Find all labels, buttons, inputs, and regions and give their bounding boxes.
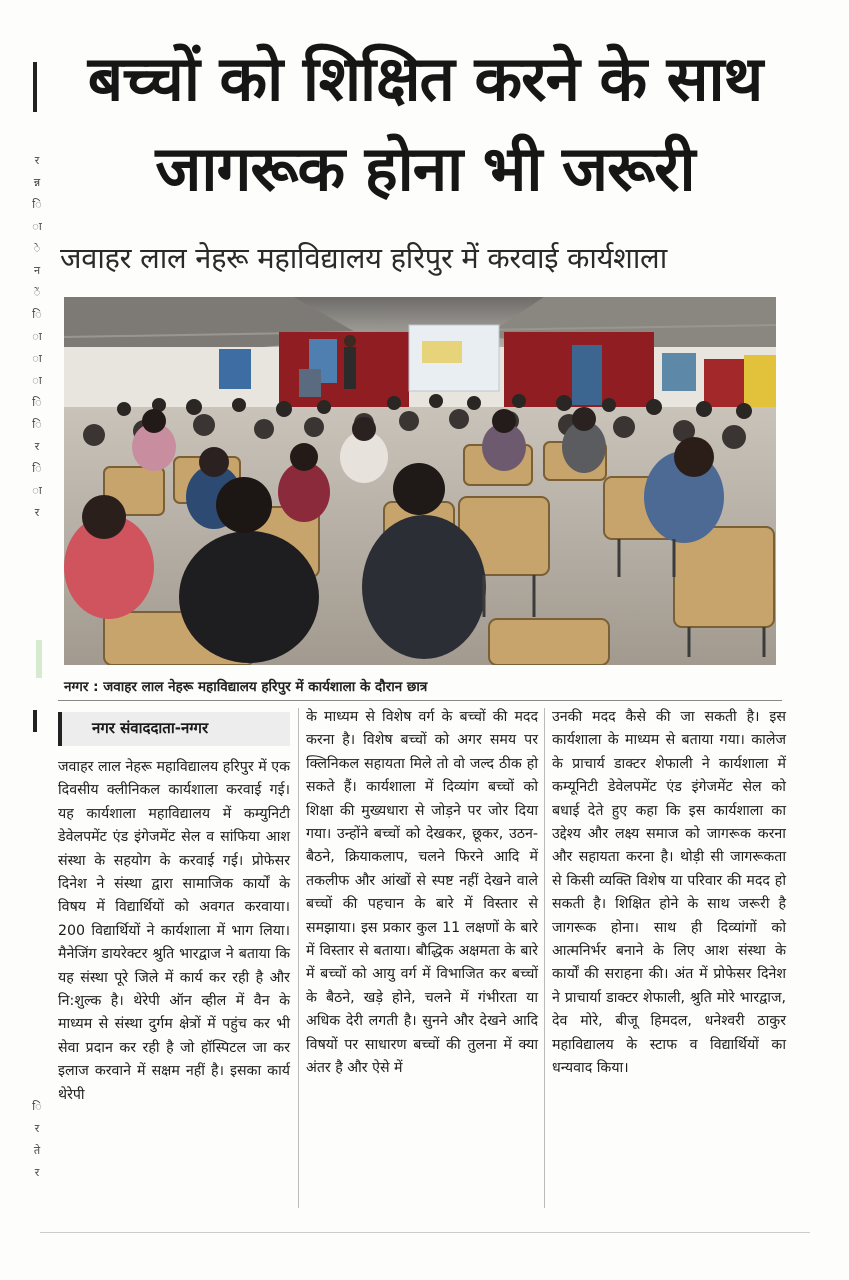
edge-glyph: ा <box>32 352 42 365</box>
edge-glyph: ते <box>33 1144 41 1157</box>
article-column-2: के माध्यम से विशेष वर्ग के बच्चों की मदद करना है। विशेष बच्चों को अगर समय पर क्लिनिकल सहायता मिले तो वो जल्द ठीक हो सकते हैं। कार्यशाला में दिव्यांग बच्चों को शिक्षा की मुख्यधारा से जोड़ने पर जोर दिया गया। उन्होंने बच्चों को देखकर, छूकर, उठन-बैठने, क्रियाकलाप, चलने फिरने आदि में तकलीफ और आंखों से स्पष्ट नहीं देखने वाले बच्चों की पहचान के बारे में विस्तार से समझाया। इस प्रकार कुल 11 लक्षणों के बारे में विस्तार से बताया। बौद्धिक अक्षमता के बारे में बच्चों को आयु वर्ग में विभाजित कर बच्चों के बैठने, खड़े होने, चलने में गंभीरता या अधिक देरी लगती है। सुनने और देखने आदि विषयों पर साधारण बच्चों की तुलना में क्या अंतर है और ऐसे में <box>306 709 538 1077</box>
adjacent-column-fragment <box>28 150 46 524</box>
edge-glyph: र <box>34 154 40 167</box>
edge-glyph: र <box>34 1166 40 1179</box>
photo-caption: नग्गर : जवाहर लाल नेहरू महाविद्यालय हरिपुर में कार्यशाला के दौरान छात्र <box>64 679 428 695</box>
headline-line-2: जागरूक होना भी जरूरी <box>155 132 695 205</box>
edge-glyph: न्न <box>33 176 41 189</box>
edge-glyph: ा <box>32 374 42 387</box>
byline: नगर संवाददाता-नग्गर <box>58 712 290 746</box>
edge-glyph: ि <box>32 308 42 321</box>
edge-glyph: ि <box>32 1100 42 1113</box>
edge-glyph: ि <box>32 418 42 431</box>
edge-glyph: ि <box>32 198 42 211</box>
edge-glyph: ा <box>32 220 42 233</box>
column-divider <box>544 708 545 1208</box>
section-divider <box>58 700 782 701</box>
edge-glyph: ि <box>32 396 42 409</box>
edge-glyph: ा <box>32 484 42 497</box>
edge-glyph: ें <box>33 286 41 299</box>
article-column-3: उनकी मदद कैसे की जा सकती है। इस कार्यशाला के माध्यम से बताया गया। कालेज के प्राचार्य डाक्टर शेफाली ने कार्यशाला में कम्यूनिटी डेवेलपमेंट एंड इंगेजमेंट सेल को बधाई देते हुए कहा कि इस कार्यशाला का उद्देश्य और लक्ष्य समाज को जागरूक करना और सहायता करना है। थोड़ी सी जागरूकता से किसी व्यक्ति विशेष या परिवार की मदद हो सकती है। शिक्षित होने के साथ जरूरी है जागरूक होना। साथ ही दिव्यांगों को आत्मनिर्भर बनाने के लिए आश संस्था के कार्यों की सराहना की। अंत में प्रोफेसर दिनेश ने प्राचार्या डाक्टर शेफाली, श्रुति मोरे भारद्वाज, देव मोरे, बीजू हिमदल, धनेश्वरी ठाकुर महाविद्यालय के स्टाफ व विद्यार्थियों का धन्यवाद किया। <box>552 709 786 1077</box>
headline-line-1: बच्चों को शिक्षित करने के साथ <box>87 42 763 115</box>
news-photo <box>64 297 776 665</box>
headline <box>55 42 795 205</box>
edge-glyph: े <box>33 242 41 255</box>
adjacent-column-rule <box>33 710 37 732</box>
adjacent-column-fragment <box>28 1096 46 1184</box>
adjacent-column-rule <box>33 62 37 112</box>
edge-glyph: र <box>34 506 40 519</box>
edge-glyph: र <box>34 440 40 453</box>
edge-glyph: न <box>33 264 41 277</box>
article-column-1: जवाहर लाल नेहरू महाविद्यालय हरिपुर में एक दिवसीय क्लीनिकल कार्यशाला करवाई गई। यह कार्यशाला महाविद्यालय में कम्युनिटी डेवेलपमेंट एंड इंगेजमेंट सेल व सांफिया आश संस्था के सहयोग के करवाई गई। प्रोफेसर दिनेश ने संस्था द्वारा सामाजिक कार्यों के विषय में विद्यार्थियों को अवगत करवाया। 200 विद्यार्थियों ने कार्यशाला में भाग लिया। मैनेजिंग डायरेक्टर श्रुति भारद्वाज ने बताया कि यह संस्था पूरे जिले में कार्य कर रही है और नि:शुल्क है। थेरेपी ऑन व्हील में वैन के माध्यम से संस्था दुर्गम क्षेत्रों में पहुंच कर भी सेवा प्रदान कर रही है जो हॉस्पिटल जा कर इलाज करवाने में सक्षम नहीं है। इसका कार्य थेरेपी <box>58 759 290 1103</box>
adjacent-color-swatch <box>36 640 42 678</box>
classroom-workshop-photo <box>64 297 776 665</box>
edge-glyph: ा <box>32 330 42 343</box>
edge-glyph: ि <box>32 462 42 475</box>
edge-glyph: र <box>34 1122 40 1135</box>
bottom-rule <box>40 1232 810 1233</box>
subheadline: जवाहर लाल नेहरू महाविद्यालय हरिपुर में करवाई कार्यशाला <box>60 241 667 275</box>
column-divider <box>298 708 299 1208</box>
